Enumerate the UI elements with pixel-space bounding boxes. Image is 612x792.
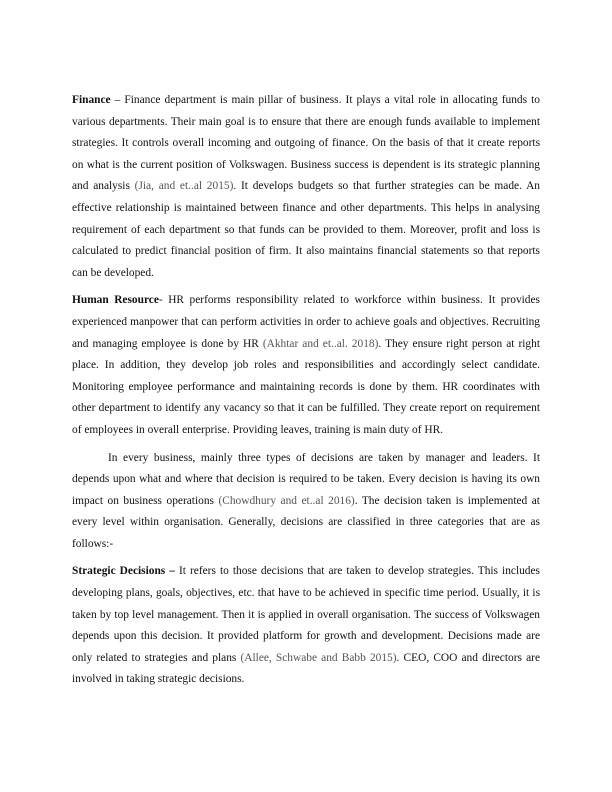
finance-text-2: . It develops budgets so that further strategies can be made. An effective relationship is maintained between finance and other departments. This helps in analysing requirement of each department so that funds can be provided to them. Moreover, profit and loss is calculated to predict financial position of firm. It also maintains financial statements so that reports can be developed.	[72, 180, 540, 279]
finance-text-1: – Finance department is main pillar of business. It plays a vital role in allocating funds to various departments. Their main goal is to ensure that there are enough funds available to implement strategies. It controls overall incoming and outgoing of finance. On the basis of that it create reports on what is the current position of Volkswagen. Business success is dependent is its strategic planning and analysis	[72, 94, 540, 193]
strategic-citation: (Allee, Schwabe and Babb 2015)	[240, 651, 397, 664]
strategic-text-1: It refers to those decisions that are taken to develop strategies. This includes developing plans, goals, objectives, etc. that have to be achieved in specific time period. Usually, it is taken by top level management. Then it is applied in overall organisation. The success of Volkswagen depends upon this decision. It provided platform for growth and development. Decisions made are only related to strategies and plans	[72, 565, 540, 664]
finance-paragraph	[72, 90, 540, 284]
hr-text-1: - HR performs responsibility related to workforce within business. It provides experienced manpower that can perform activities in order to achieve goals and objectives. Recruiting and managing employee is done by HR	[72, 294, 540, 350]
hr-paragraph	[72, 290, 540, 441]
decisions-text-2: . The decision taken is implemented at every level within organisation. Generally, decisions are classified in three categories that are as follows:-	[72, 494, 540, 550]
decisions-paragraph	[72, 448, 540, 556]
decisions-text-1: In every business, mainly three types of decisions are taken by manager and leaders. It depends upon what and where that decision is required to be taken. Every decision is having its own impact on business operations	[72, 451, 540, 507]
strategic-heading: Strategic Decisions –	[72, 565, 175, 578]
finance-citation: (Jia, and et..al 2015)	[134, 180, 234, 193]
document-page	[72, 90, 540, 697]
strategic-text-2: . CEO, COO and directors are involved in taking strategic decisions.	[72, 651, 540, 686]
finance-heading: Finance	[72, 94, 111, 106]
hr-heading: Human Resource	[72, 294, 159, 307]
strategic-paragraph	[72, 561, 540, 691]
decisions-citation: (Chowdhury and et..al 2016)	[218, 494, 355, 507]
hr-citation: (Akhtar and et..al. 2018)	[262, 337, 379, 350]
hr-text-2: . They ensure right person at right place. In addition, they develop job roles and responsibilities and accordingly select candidate. Monitoring employee performance and maintaining records is done by them. HR coordinates with other department to identify any vacancy so that it can be fulfilled. They create report on requirement of employees in overall enterprise. Providing leaves, training is main duty of HR.	[72, 337, 540, 436]
